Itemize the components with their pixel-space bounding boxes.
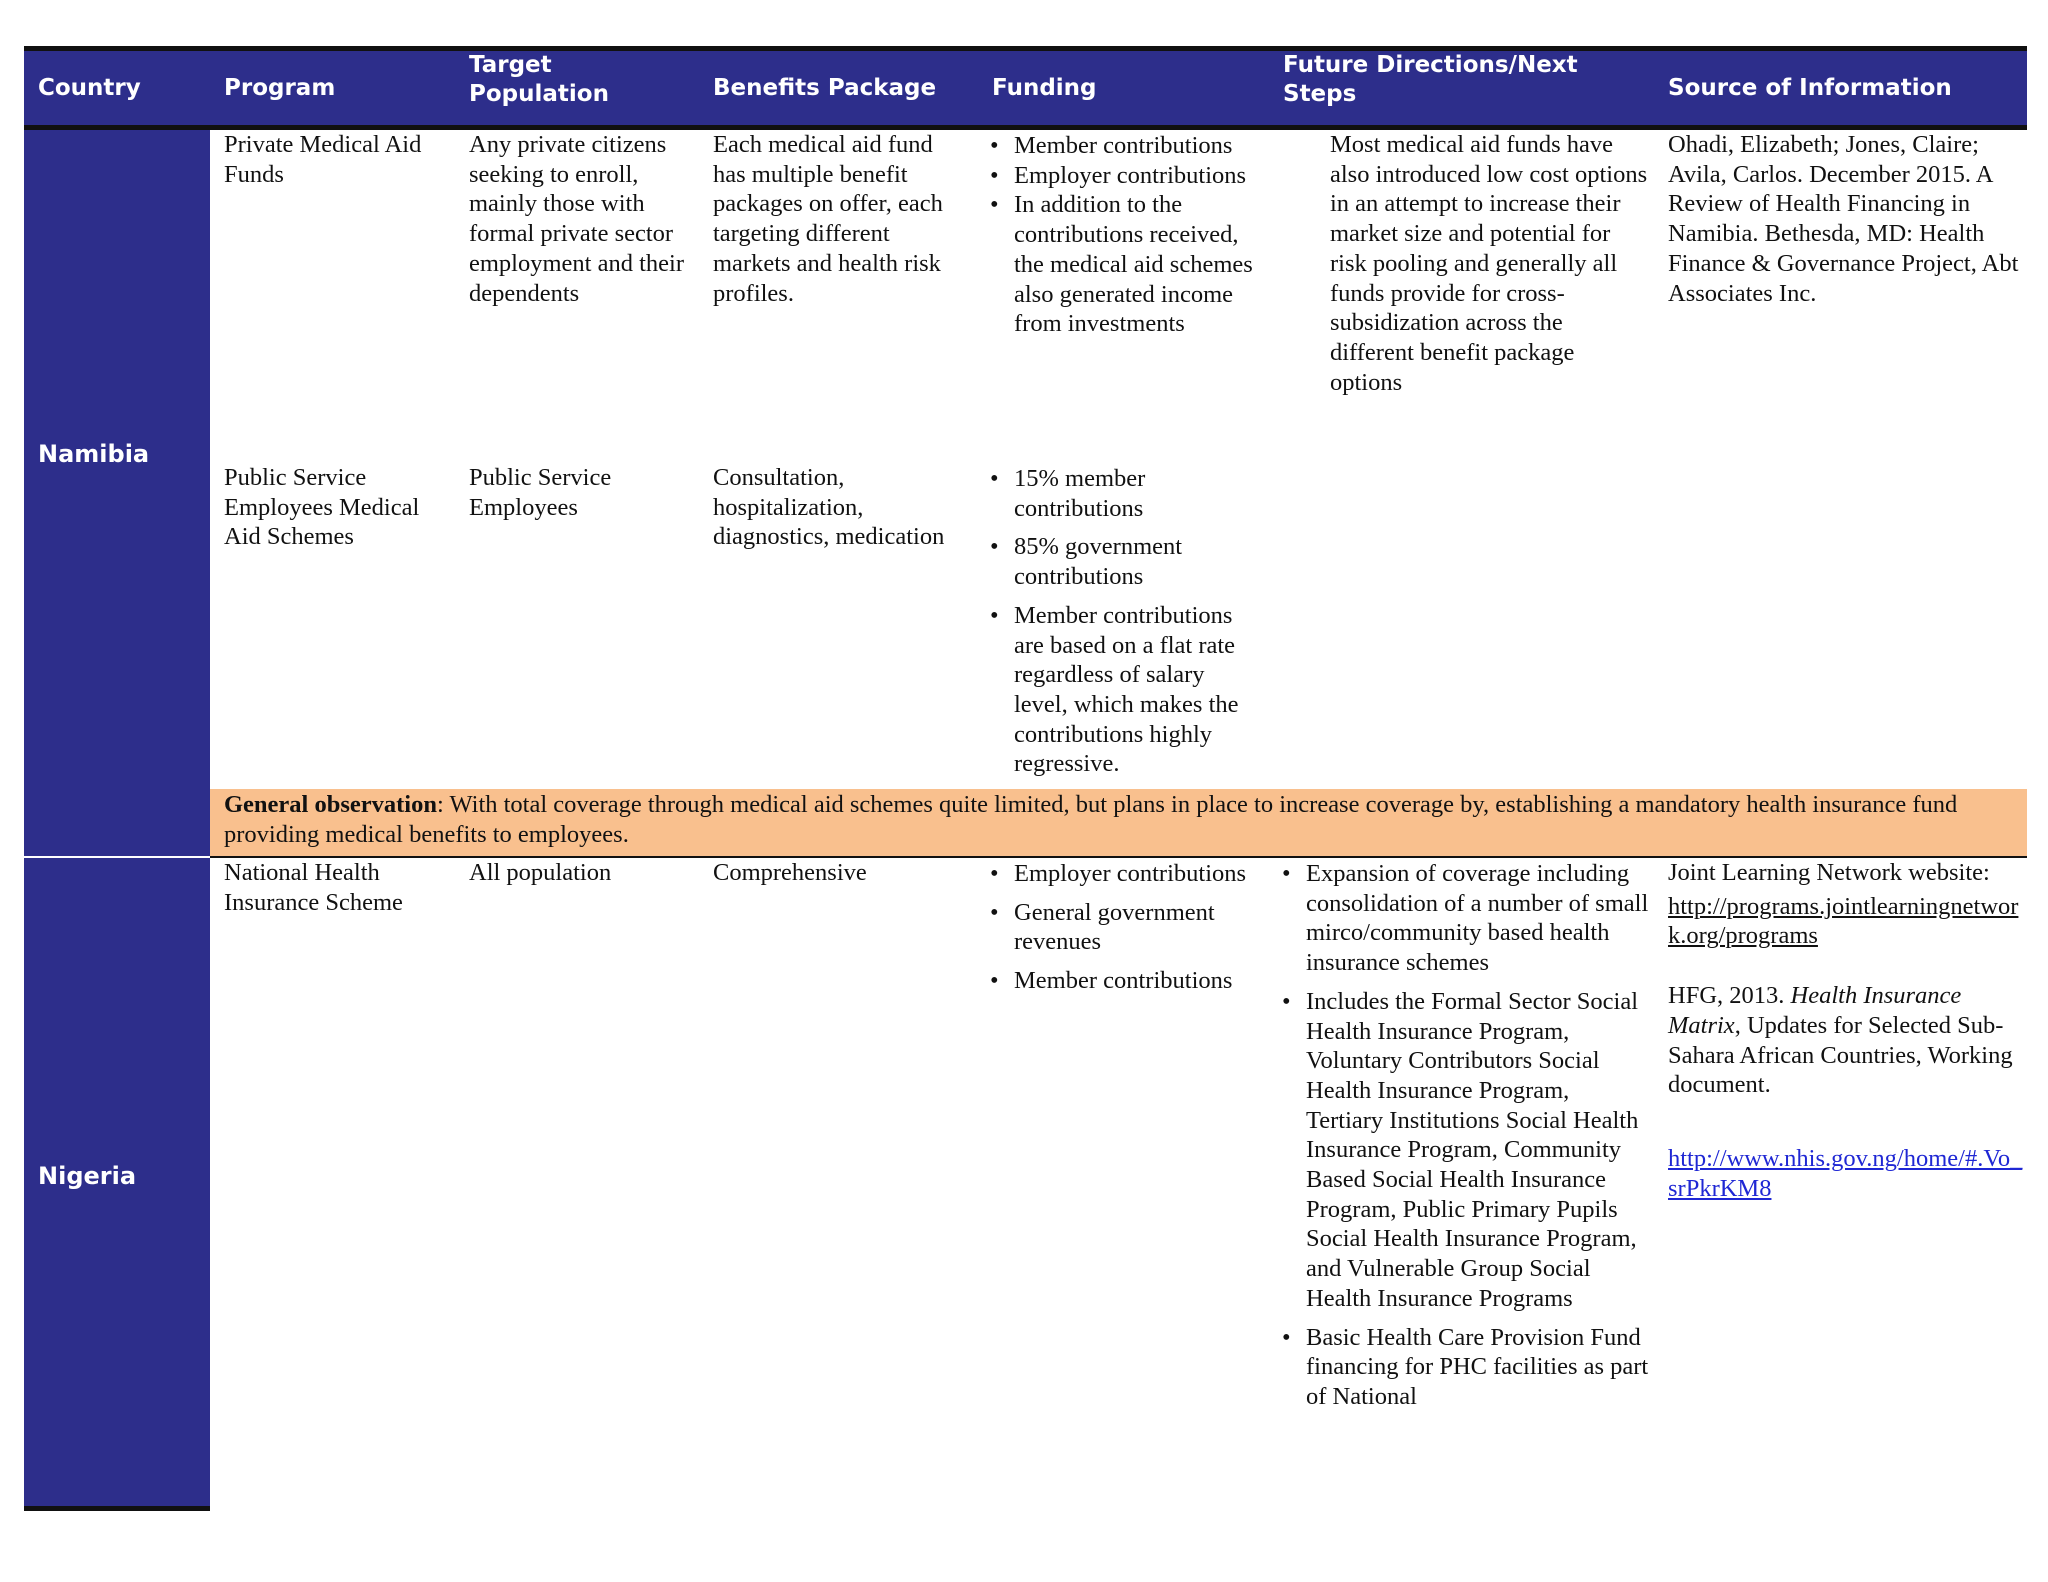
namibia-row2-target: Public Service Employees [469, 464, 612, 521]
hfg-citation: HFG, 2013. Health Insurance Matrix, Updates for Selected Sub-Sahara African Countries, Working document. [1668, 982, 2013, 1099]
list-item: • Employer contributions [988, 859, 1263, 889]
list-item: • 85% government contributions [988, 532, 1263, 591]
jln-label: Joint Learning Network website: [1668, 859, 1990, 886]
country-cell-namibia [24, 130, 210, 856]
namibia-row1-benefits: Each medical aid fund has multiple benefit packages on offer, each targeting different markets and health risk profiles. [713, 131, 943, 307]
country-label-nigeria: Nigeria [38, 1162, 137, 1190]
list-item: • Employer contributions [988, 161, 1263, 191]
nigeria-source [1668, 858, 2023, 1203]
header-source: Source of Information [1668, 75, 1952, 101]
nigeria-benefits: Comprehensive [713, 859, 867, 886]
namibia-row1-target: Any private citizens seeking to enroll, mainly those with formal private sector employment and their dependents [469, 131, 684, 307]
namibia-row1-funding [988, 131, 1263, 339]
list-item: • 15% member contributions [988, 464, 1263, 523]
general-observation-text: General observation: With total coverage through medical aid schemes quite limited, but plans in place to increase coverage by, establishing a mandatory health insurance fund providing medical benefits to employees. [224, 791, 1958, 848]
country-cell-nigeria [24, 858, 210, 1506]
nigeria-program: National Health Insurance Scheme [224, 859, 403, 916]
nigeria-funding [988, 859, 1263, 1005]
table-header [24, 51, 2027, 125]
table-bottom-rule [24, 1506, 210, 1511]
country-label-namibia: Namibia [38, 440, 150, 468]
list-item: • Member contributions are based on a flat rate regardless of salary level, which makes the contributions highly regressive. [988, 601, 1263, 779]
namibia-row1-future: Most medical aid funds have also introduced low cost options in an attempt to increase their market size and potential for risk pooling and generally all funds provide for cross-subsidization across the different benefit package options [1330, 131, 1648, 396]
namibia-row2-benefits: Consultation, hospitalization, diagnostics, medication [713, 464, 945, 551]
namibia-row1-program: Private Medical Aid Funds [224, 131, 422, 188]
namibia-row2-funding [988, 464, 1263, 788]
list-item: • Expansion of coverage including consolidation of a number of small mirco/community based health insurance schemes [1280, 859, 1652, 978]
list-item: • Member contributions [988, 966, 1263, 996]
jln-link[interactable]: http://programs.jointlearningnetwork.org/programs [1668, 892, 2019, 950]
list-item: • In addition to the contributions received, the medical aid schemes also generated income from investments [988, 190, 1263, 339]
nigeria-future [1280, 859, 1652, 1421]
header-future-directions: Future Directions/Next Steps [1283, 52, 1578, 107]
header-target-population: Target Population [469, 52, 609, 107]
list-item: • Basic Health Care Provision Fund financing for PHC facilities as part of National [1280, 1323, 1652, 1412]
header-country: Country [38, 75, 141, 101]
list-item: • Member contributions [988, 131, 1263, 161]
header-benefits-package: Benefits Package [713, 75, 937, 101]
header-funding: Funding [992, 75, 1097, 101]
list-item: • Includes the Formal Sector Social Health Insurance Program, Voluntary Contributors Social Health Insurance Program, Tertiary Institutions Social Health Insurance Program, Community Based Social Health Insurance Program, Public Primary Pupils Social Health Insurance Program, and Vulnerable Group Social Health Insurance Programs [1280, 987, 1652, 1314]
nigeria-target: All population [469, 859, 612, 886]
namibia-row2-program: Public Service Employees Medical Aid Schemes [224, 464, 420, 551]
general-observation-band [210, 789, 2027, 856]
list-item: • General government revenues [988, 898, 1263, 957]
namibia-row1-source: Ohadi, Elizabeth; Jones, Claire; Avila, Carlos. December 2015. A Review of Health Financing in Namibia. Bethesda, MD: Health Finance & Governance Project, Abt Associates Inc. [1668, 131, 2019, 307]
header-program: Program [224, 75, 336, 101]
nhis-link[interactable]: http://www.nhis.gov.ng/home/#.Vo_srPkrKM8 [1668, 1144, 2023, 1202]
